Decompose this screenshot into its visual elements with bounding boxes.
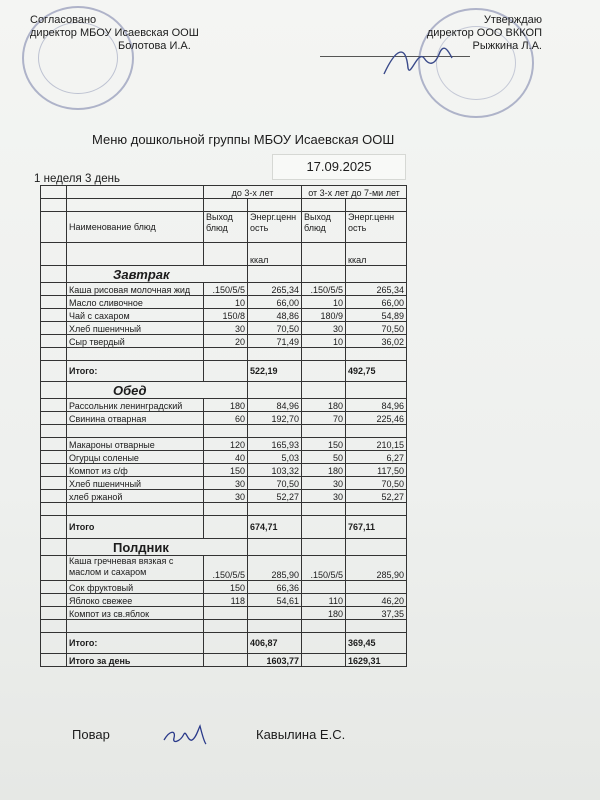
section-lunch-title: Обед bbox=[67, 382, 248, 399]
col-out-1: Выход блюд bbox=[204, 212, 248, 243]
section-breakfast bbox=[41, 266, 407, 283]
table-row: Сыр твердый 20 71,49 10 36,02 bbox=[41, 335, 407, 348]
unit-row bbox=[41, 243, 407, 266]
day-total-2: 1629,31 bbox=[346, 654, 407, 667]
table-row: Каша гречневая вязкая с маслом и сахаром .150/5/5 285,90 .150/5/5 285,90 bbox=[41, 556, 407, 581]
approval-left-position: директор МБОУ Исаевская ООШ bbox=[30, 27, 199, 39]
col-out-2: Выход блюд bbox=[302, 212, 346, 243]
snack-total-2: 369,45 bbox=[346, 633, 407, 654]
day-total-label: Итого за день bbox=[67, 654, 204, 667]
age-group-1: до 3-х лет bbox=[204, 186, 302, 199]
col-kcal-2: ккал bbox=[346, 243, 407, 266]
page-title: Меню дошкольной группы МБОУ Исаевская ООШ bbox=[92, 132, 395, 147]
col-dish-name: Наименование блюд bbox=[67, 212, 204, 243]
table-row: Огурцы соленые 40 5,03 50 6,27 bbox=[41, 451, 407, 464]
table-row bbox=[41, 425, 407, 438]
table-row: Яблоко свежее 118 54,61 110 46,20 bbox=[41, 594, 407, 607]
table-row: Хлеб пшеничный 30 70,50 30 70,50 bbox=[41, 322, 407, 335]
snack-total-1: 406,87 bbox=[248, 633, 302, 654]
table-row: Свинина отварная 60 192,70 70 225,46 bbox=[41, 412, 407, 425]
lunch-total-row bbox=[41, 516, 407, 539]
age-group-2: от 3-х лет до 7-ми лет bbox=[302, 186, 407, 199]
breakfast-total-label: Итого: bbox=[67, 361, 204, 382]
section-lunch bbox=[41, 382, 407, 399]
age-group-row bbox=[41, 186, 407, 199]
table-row: хлеб ржаной 30 52,27 30 52,27 bbox=[41, 490, 407, 503]
breakfast-total-1: 522,19 bbox=[248, 361, 302, 382]
column-header-row bbox=[41, 212, 407, 243]
lunch-total-2: 767,11 bbox=[346, 516, 407, 539]
col-kcal-1: ккал bbox=[248, 243, 302, 266]
table-row: Хлеб пшеничный 30 70,50 30 70,50 bbox=[41, 477, 407, 490]
table-row: Чай с сахаром 150/8 48,86 180/9 54,89 bbox=[41, 309, 407, 322]
section-snack-title: Полдник bbox=[67, 539, 248, 556]
cook-signature bbox=[160, 722, 210, 748]
cook-name: Кавылина Е.С. bbox=[256, 727, 346, 742]
snack-total-row bbox=[41, 633, 407, 654]
approval-left bbox=[30, 14, 199, 53]
section-snack bbox=[41, 539, 407, 556]
week-day-label: 1 неделя 3 день bbox=[34, 173, 120, 185]
table-row: Компот из с/ф 150 103,32 180 117,50 bbox=[41, 464, 407, 477]
table-row: Рассольник ленинградский 180 84,96 180 84,96 bbox=[41, 399, 407, 412]
menu-table bbox=[40, 185, 407, 667]
approval-right-name: Рыжкина Л.А. bbox=[472, 40, 542, 52]
approval-right-position: директор ООО ВККОП bbox=[426, 27, 542, 39]
lunch-total-label: Итого bbox=[67, 516, 204, 539]
approval-right bbox=[427, 14, 542, 53]
col-energy-2: Энерг.ценн ость bbox=[346, 212, 407, 243]
col-energy-1: Энерг.ценн ость bbox=[248, 212, 302, 243]
breakfast-total-row bbox=[41, 361, 407, 382]
table-row: Макароны отварные 120 165,93 150 210,15 bbox=[41, 438, 407, 451]
lunch-total-1: 674,71 bbox=[248, 516, 302, 539]
cook-label: Повар bbox=[72, 727, 110, 742]
approval-left-title: Согласовано bbox=[30, 14, 97, 26]
day-total-1: 1603,77 bbox=[248, 654, 302, 667]
section-breakfast-title: Завтрак bbox=[67, 266, 248, 283]
table-row: Компот из св.яблок 180 37,35 bbox=[41, 607, 407, 620]
day-total-row bbox=[41, 654, 407, 667]
table-row: Масло сливочное 10 66,00 10 66,00 bbox=[41, 296, 407, 309]
snack-total-label: Итого: bbox=[67, 633, 204, 654]
menu-date: 17.09.2025 bbox=[272, 154, 406, 180]
approval-left-name: Болотова И.А. bbox=[118, 40, 191, 52]
breakfast-total-2: 492,75 bbox=[346, 361, 407, 382]
table-row: Сок фруктовый 150 66,36 bbox=[41, 581, 407, 594]
table-row: Каша рисовая молочная жид .150/5/5 265,34 .150/5/5 265,34 bbox=[41, 283, 407, 296]
approval-right-title: Утверждаю bbox=[483, 14, 542, 26]
